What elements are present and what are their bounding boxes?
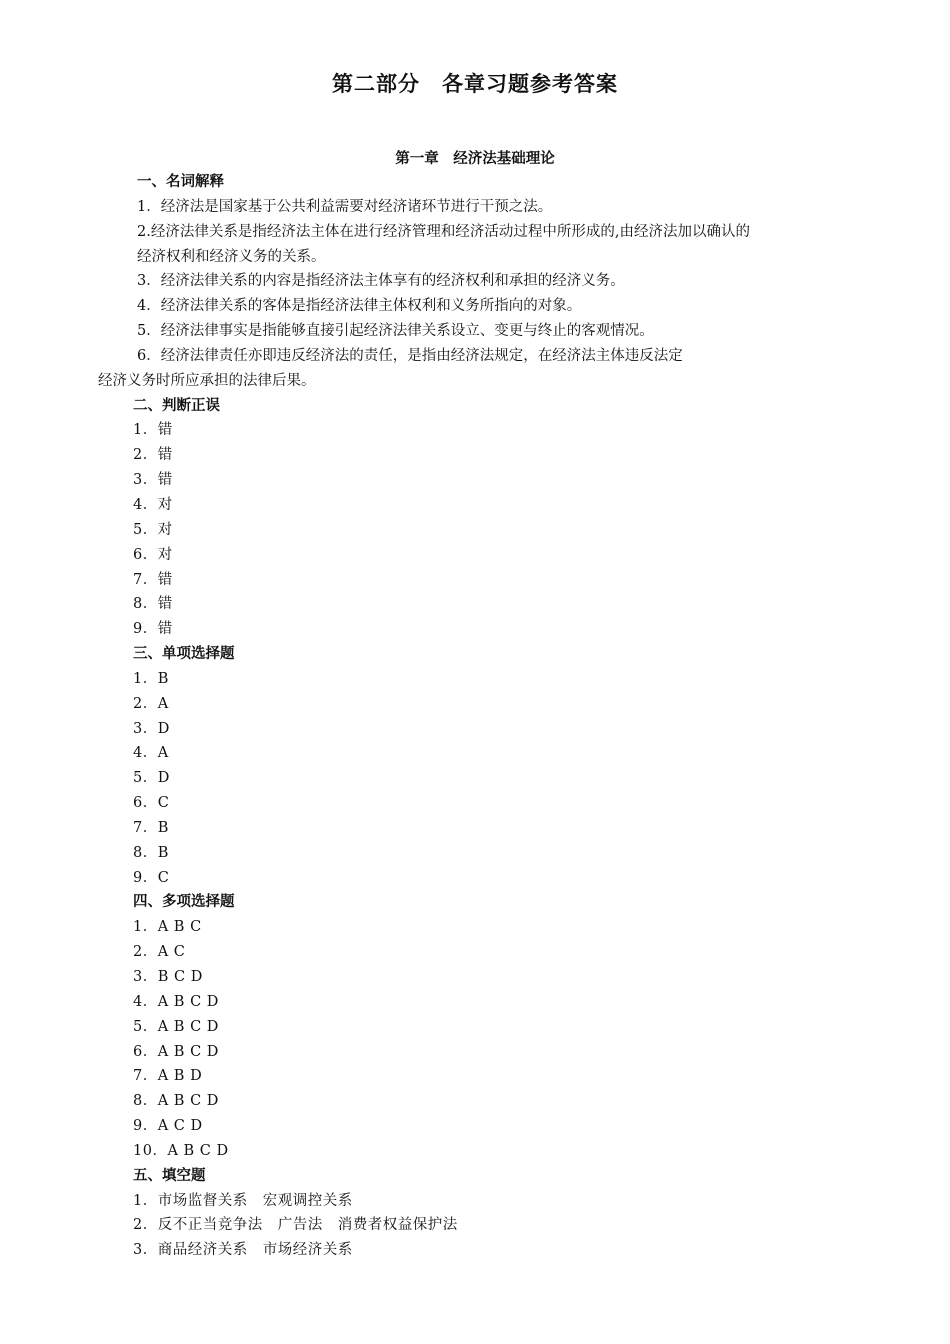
multiple-choice-answer: 6．A B C D bbox=[133, 1043, 219, 1060]
single-choice-answer: 1．B bbox=[133, 670, 169, 687]
fill-blank-answer: 3．商品经济关系 市场经济关系 bbox=[133, 1242, 353, 1259]
multiple-choice-answer: 2．A C bbox=[133, 944, 186, 961]
true-false-answer: 3．错 bbox=[133, 472, 173, 489]
section-heading-multiple-choice: 四、多项选择题 bbox=[133, 894, 235, 911]
true-false-answer: 1．错 bbox=[133, 422, 173, 439]
true-false-answer: 5．对 bbox=[133, 521, 173, 538]
answer-content bbox=[0, 170, 950, 1263]
section-heading-fill-blank: 五、填空题 bbox=[133, 1167, 206, 1184]
section-heading-terms: 一、名词解释 bbox=[137, 174, 224, 190]
fill-blank-answer: 2．反不正当竞争法 广告法 消费者权益保护法 bbox=[133, 1217, 458, 1234]
term-answer-5: 5．经济法律事实是指能够直接引起经济法律关系设立、变更与终止的客观情况。 bbox=[137, 323, 654, 340]
single-choice-answer: 6．C bbox=[133, 795, 170, 812]
multiple-choice-answer: 8．A B C D bbox=[133, 1093, 219, 1110]
single-choice-answer: 5．D bbox=[133, 770, 170, 787]
term-answer-4: 4．经济法律关系的客体是指经济法律主体权利和义务所指向的对象。 bbox=[137, 298, 582, 315]
single-choice-answer: 9．C bbox=[133, 869, 170, 886]
term-answer-2-continued: 经济权利和经济义务的关系。 bbox=[137, 248, 326, 265]
multiple-choice-answer: 10．A B C D bbox=[133, 1142, 229, 1159]
true-false-answer: 4．对 bbox=[133, 496, 173, 513]
true-false-answer: 7．错 bbox=[133, 571, 173, 588]
single-choice-answer: 8．B bbox=[133, 844, 169, 861]
true-false-answer: 6．对 bbox=[133, 546, 173, 563]
true-false-answer: 8．错 bbox=[133, 596, 173, 613]
single-choice-answer: 7．B bbox=[133, 819, 169, 836]
multiple-choice-answer: 9．A C D bbox=[133, 1118, 203, 1135]
section-heading-single-choice: 三、单项选择题 bbox=[133, 646, 235, 663]
single-choice-answer: 3．D bbox=[133, 720, 170, 737]
term-answer-3: 3．经济法律关系的内容是指经济法主体享有的经济权利和承担的经济义务。 bbox=[137, 273, 625, 290]
term-answer-6: 6．经济法律责任亦即违反经济法的责任，是指由经济法规定，在经济法主体违反法定 bbox=[137, 347, 683, 364]
single-choice-answer: 4．A bbox=[133, 745, 169, 762]
part-title: 第二部分 各章习题参考答案 bbox=[332, 72, 618, 96]
fill-blank-answer: 1．市场监督关系 宏观调控关系 bbox=[133, 1192, 353, 1209]
chapter-title: 第一章 经济法基础理论 bbox=[395, 151, 555, 167]
multiple-choice-answer: 7．A B D bbox=[133, 1068, 203, 1085]
true-false-answer: 2．错 bbox=[133, 447, 173, 464]
multiple-choice-answer: 5．A B C D bbox=[133, 1018, 219, 1035]
single-choice-answer: 2．A bbox=[133, 695, 169, 712]
term-answer-6-continued: 经济义务时所应承担的法律后果。 bbox=[98, 372, 316, 389]
multiple-choice-answer: 1．A B C bbox=[133, 919, 202, 936]
term-answer-1: 1．经济法是国家基于公共利益需要对经济诸环节进行干预之法。 bbox=[137, 198, 553, 215]
multiple-choice-answer: 3．B C D bbox=[133, 969, 203, 985]
term-answer-2: 2.经济法律关系是指经济法主体在进行经济管理和经济活动过程中所形成的,由经济法加以确认的 bbox=[137, 223, 750, 240]
multiple-choice-answer: 4．A B C D bbox=[133, 993, 219, 1010]
section-heading-true-false: 二、判断正误 bbox=[133, 397, 220, 414]
true-false-answer: 9．错 bbox=[133, 621, 173, 638]
